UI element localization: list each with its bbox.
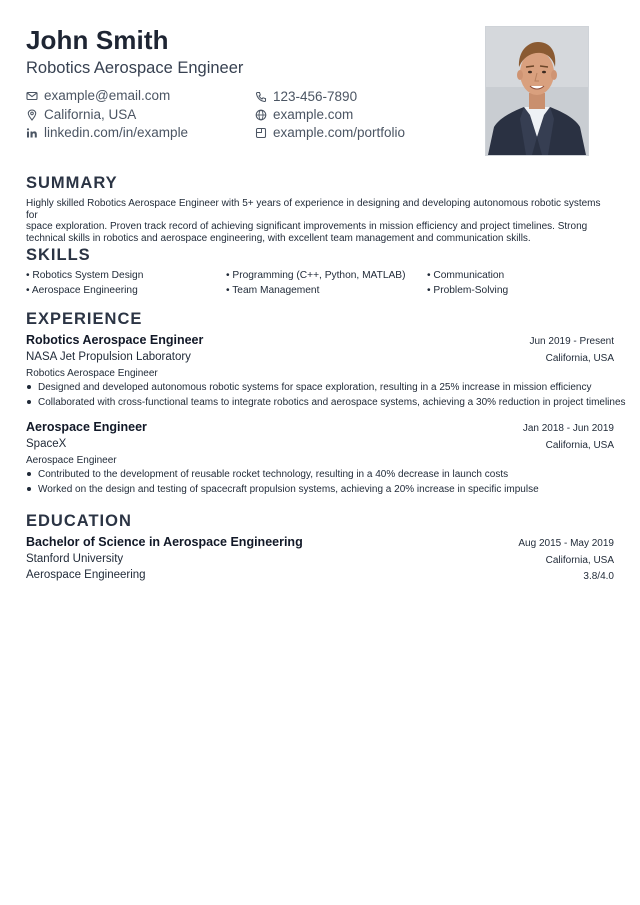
skill-item: • Team Management xyxy=(226,285,320,296)
job-location: California, USA xyxy=(545,353,614,364)
skills-heading: SKILLS xyxy=(26,246,91,264)
website-text: example.com xyxy=(273,107,354,122)
bullet-text: Worked on the design and testing of spacecraft propulsion systems, achieving a 20% increase in specific impulse xyxy=(38,484,539,495)
phone-text: 123-456-7890 xyxy=(273,89,358,104)
job-location: California, USA xyxy=(545,440,614,451)
phone-icon xyxy=(255,91,267,103)
candidate-name: John Smith xyxy=(26,25,169,55)
job-dates: Jun 2019 - Present xyxy=(529,336,614,347)
job-company: NASA Jet Propulsion Laboratory xyxy=(26,351,191,363)
summary-text xyxy=(26,198,614,244)
skill-item: • Communication xyxy=(427,270,505,281)
candidate-title: Robotics Aerospace Engineer xyxy=(26,59,244,77)
linkedin-icon xyxy=(26,127,38,139)
contact-linkedin[interactable] xyxy=(26,125,188,140)
bullet-dot xyxy=(27,472,31,476)
degree-title: Bachelor of Science in Aerospace Engineering xyxy=(26,535,303,549)
linkedin-text: linkedin.com/in/example xyxy=(44,125,189,140)
job-dates: Jan 2018 - Jun 2019 xyxy=(522,423,614,434)
profile-photo-illustration xyxy=(486,27,588,155)
education-heading: EDUCATION xyxy=(26,512,132,530)
portfolio-text: example.com/portfolio xyxy=(273,125,406,140)
skill-label: Programming (C++, Python, MATLAB) xyxy=(232,270,406,281)
summary-line: Highly skilled Robotics Aerospace Engineer with 5+ years of experience in designing and developing autonomous robotic systems for xyxy=(26,198,601,221)
skill-label: Problem-Solving xyxy=(433,285,509,296)
school-location: California, USA xyxy=(545,555,614,566)
summary-heading: SUMMARY xyxy=(26,174,118,192)
contact-location xyxy=(26,107,136,122)
location-pin-icon xyxy=(26,109,38,121)
bullet-text: Collaborated with cross-functional teams to integrate robotics and aerospace systems, achieving a 30% reduction in project timelines xyxy=(38,397,626,408)
skill-item: • Programming (C++, Python, MATLAB) xyxy=(226,270,406,281)
location-text: California, USA xyxy=(44,107,137,122)
email-text: example@email.com xyxy=(44,88,171,103)
bullet-dot xyxy=(27,487,31,491)
job-bullet xyxy=(26,397,626,408)
bullet-dot xyxy=(27,400,31,404)
portfolio-icon xyxy=(255,127,267,139)
job-bullet xyxy=(26,382,591,393)
contact-portfolio[interactable] xyxy=(255,125,405,140)
contact-email[interactable] xyxy=(26,88,170,103)
skill-label: Aerospace Engineering xyxy=(31,285,138,296)
job-role: Aerospace Engineer xyxy=(26,455,117,466)
contact-phone[interactable] xyxy=(255,89,357,104)
mail-icon xyxy=(26,90,38,102)
summary-line: space exploration. Proven track record of achieving significant improvements in mission efficiency and project timelines. Strong xyxy=(26,221,588,232)
skill-label: Team Management xyxy=(232,285,320,296)
bullet-dot xyxy=(27,385,31,389)
experience-heading: EXPERIENCE xyxy=(26,310,143,328)
bullet-text: Contributed to the development of reusable rocket technology, resulting in a 40% decrease in launch costs xyxy=(38,469,509,480)
job-bullet xyxy=(26,469,508,480)
gpa: 3.8/4.0 xyxy=(583,571,614,582)
skill-label: Robotics System Design xyxy=(32,270,144,281)
field-of-study: Aerospace Engineering xyxy=(26,569,146,581)
job-company: SpaceX xyxy=(26,438,67,450)
skill-item: • Problem-Solving xyxy=(427,285,509,296)
job-title: Robotics Aerospace Engineer xyxy=(26,333,204,347)
summary-line: technical skills in robotics and aerospace engineering, with excellent team management and communication skills. xyxy=(26,232,531,244)
job-bullet xyxy=(26,484,539,495)
school-name: Stanford University xyxy=(26,553,124,565)
bullet-text: Designed and developed autonomous robotic systems for space exploration, resulting in a 25% increase in mission efficiency xyxy=(38,382,592,393)
job-role: Robotics Aerospace Engineer xyxy=(26,368,158,379)
job-title: Aerospace Engineer xyxy=(26,420,147,434)
education-dates: Aug 2015 - May 2019 xyxy=(518,538,614,549)
profile-photo xyxy=(485,26,589,156)
skill-item: • Aerospace Engineering xyxy=(26,285,138,296)
contact-website[interactable] xyxy=(255,107,353,122)
skill-label: Communication xyxy=(433,270,505,281)
globe-icon xyxy=(255,109,267,121)
skill-item: • Robotics System Design xyxy=(26,270,144,281)
